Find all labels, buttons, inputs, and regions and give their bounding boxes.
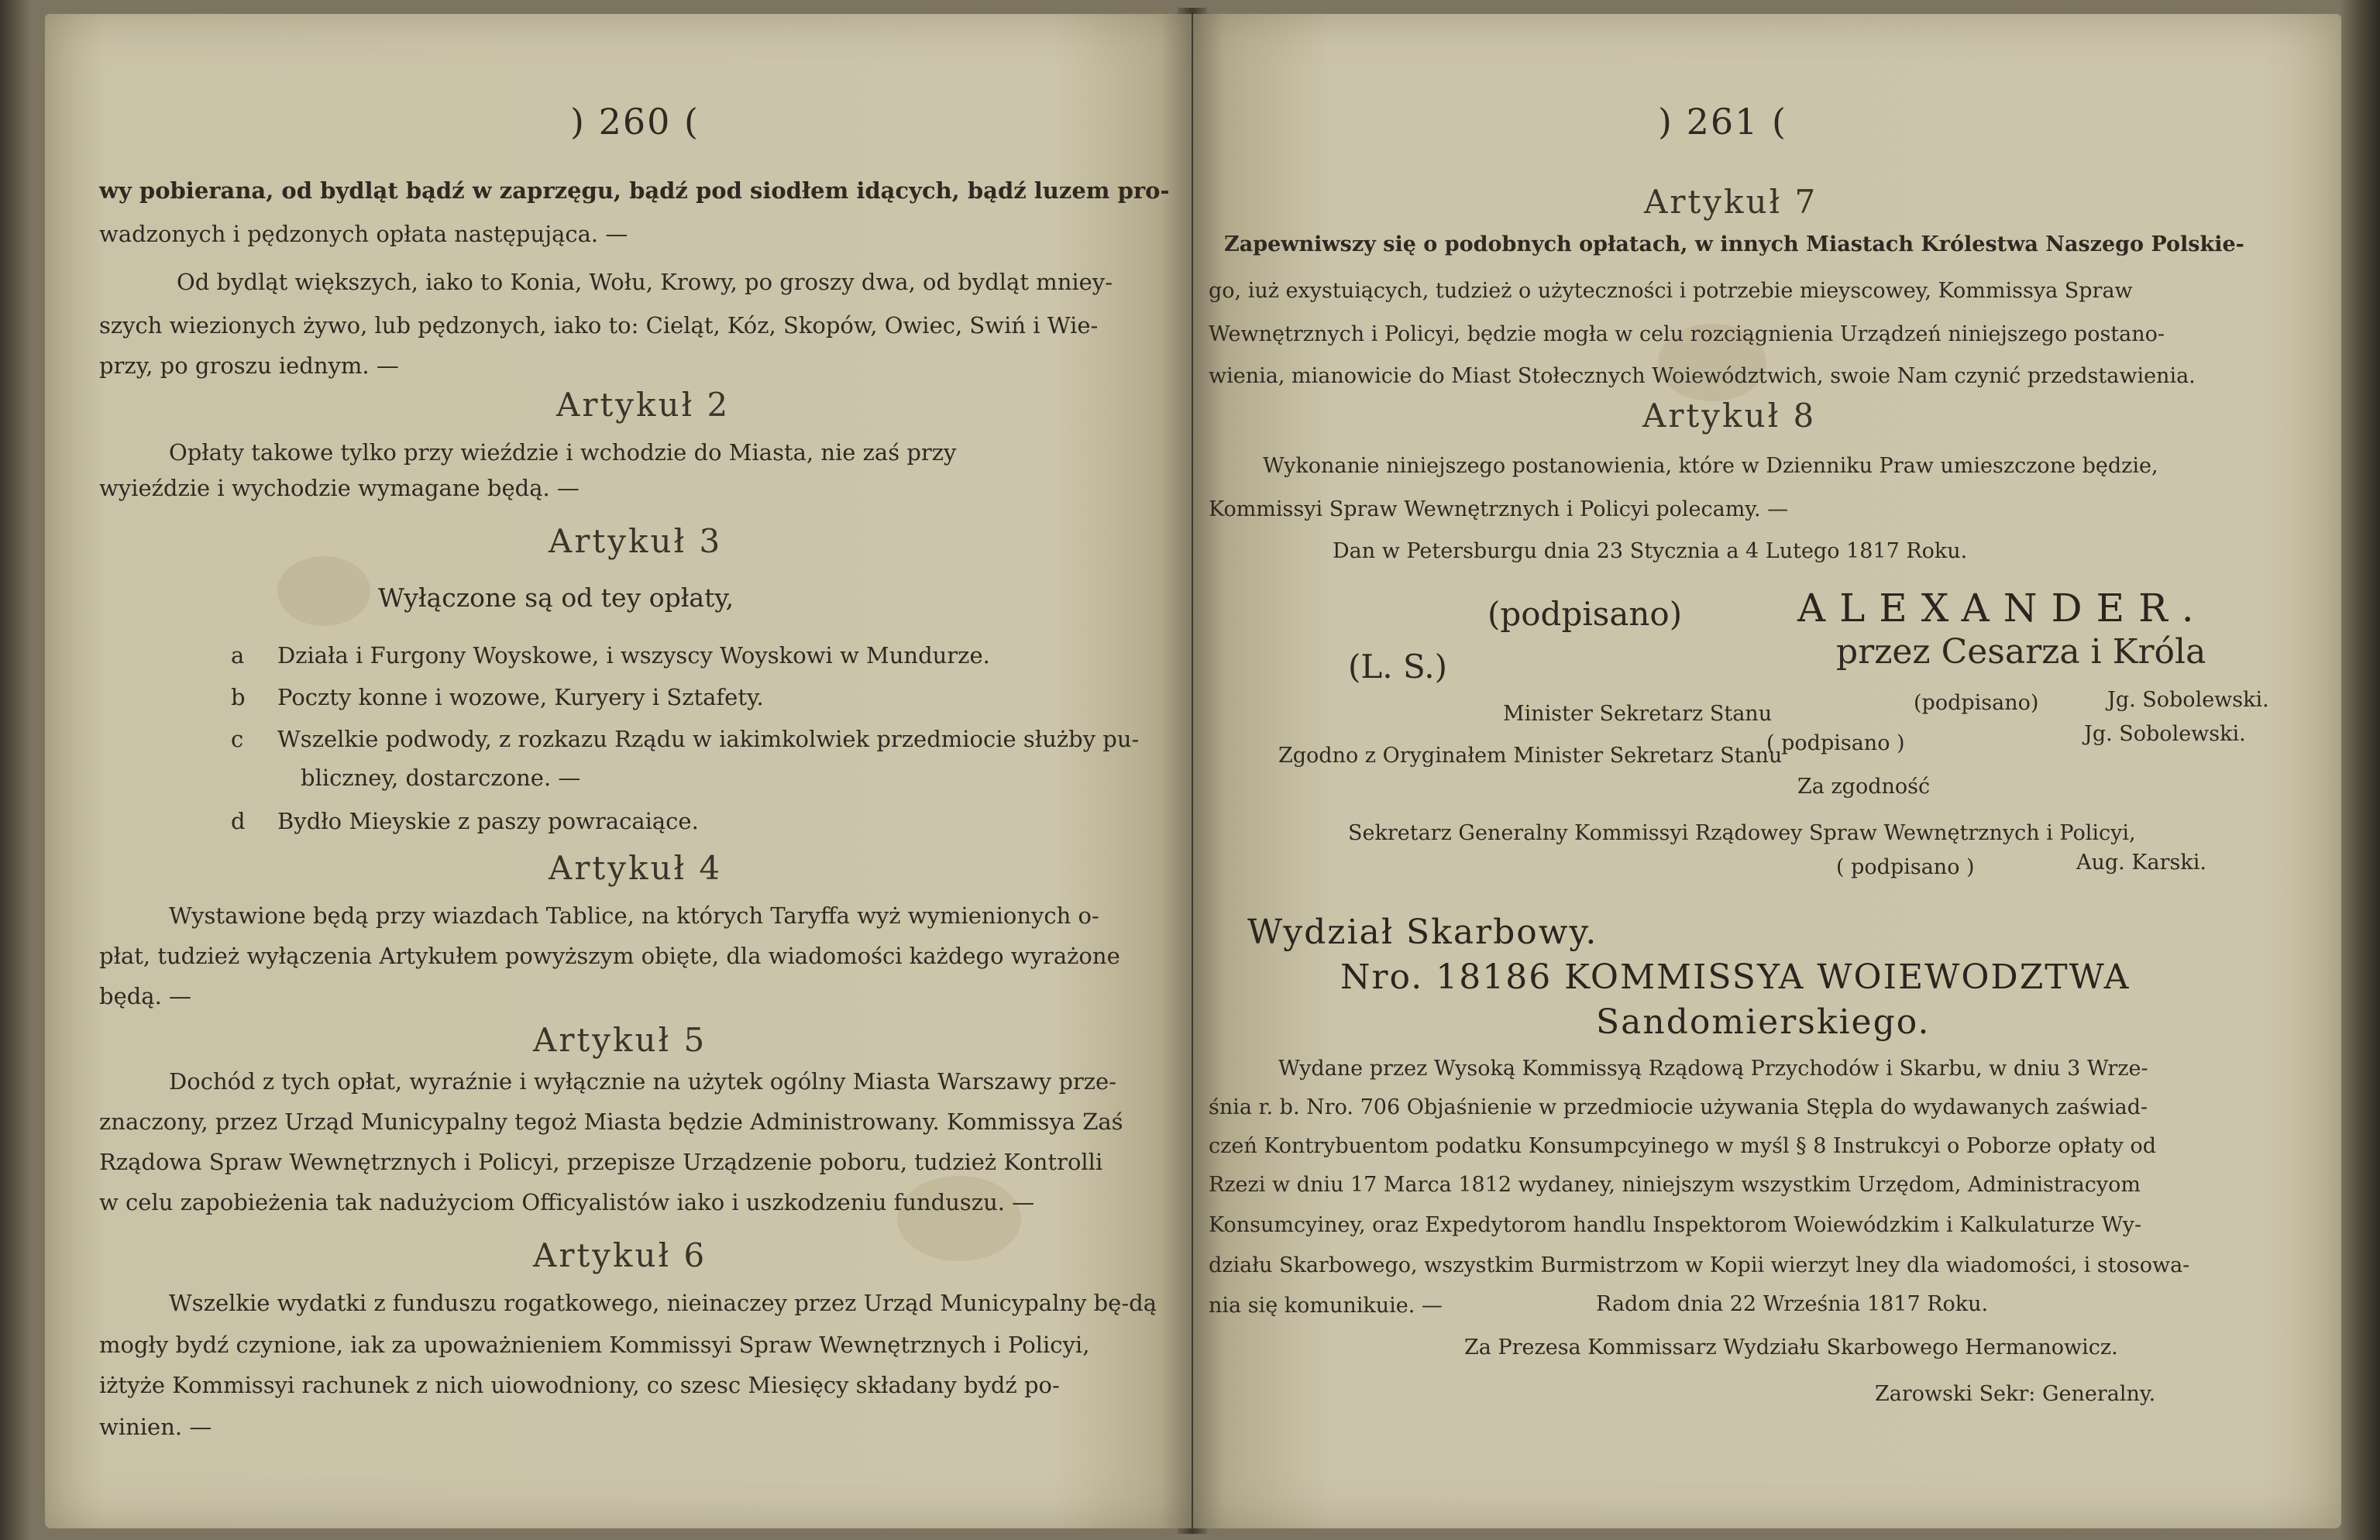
podpisano-4: ( podpisano ) — [1836, 855, 1975, 879]
list-item: Bydło Mieyskie z paszy powracaiące. — [277, 808, 699, 834]
article-heading: Artykuł 2 — [556, 386, 731, 424]
signatory-name: Jg. Sobolewski. — [2107, 688, 2269, 712]
text-line: Zapewniwszy się o podobnych opłatach, w innych Miastach Królestwa Naszego Polskie- — [1224, 232, 2244, 256]
zazgodnosc-line: Za zgodność — [1797, 775, 1931, 799]
region-heading: Sandomierskiego. — [1596, 1002, 1931, 1042]
text-line: śnia r. b. Nro. 706 Objaśnienie w przedmiocie używania Stępla do wydawanych zaświad- — [1209, 1095, 2148, 1119]
nro-heading: Nro. 18186 KOMMISSYA WOIEWODZTWA — [1340, 957, 2131, 997]
text-line: mogły bydź czynione, iak za upoważnieniem Kommissyi Spraw Wewnętrznych i Policyi, — [99, 1332, 1090, 1358]
list-item: bliczney, dostarczone. — — [301, 765, 581, 791]
text-line: wyieździe i wychodzie wymagane będą. — — [99, 475, 580, 501]
department-heading: Wydział Skarbowy. — [1247, 913, 1598, 952]
sekretarz-line: Sekretarz Generalny Kommissyi Rządowey Spraw Wewnętrznych i Policyi, — [1348, 821, 2136, 845]
text-line: Rządowa Spraw Wewnętrznych i Policyi, przepisze Urządzenie poboru, tudzież Kontrolli — [99, 1149, 1103, 1175]
page-number: ) 261 ( — [1658, 101, 1787, 143]
text-line: przy, po groszu iednym. — — [99, 352, 399, 379]
list-item: Działa i Furgony Woyskowe, i wszyscy Woyskowi w Mundurze. — [277, 642, 990, 669]
subheading: Wyłączone są od tey opłaty, — [378, 583, 734, 613]
dated-line: Dan w Petersburgu dnia 23 Stycznia a 4 Lutego 1817 Roku. — [1333, 539, 1968, 563]
text-line: Konsumcyiney, oraz Expedytorom handlu Inspektorom Woiewódzkim i Kalkulaturze Wy- — [1209, 1213, 2142, 1237]
text-line: Rzezi w dniu 17 Marca 1812 wydaney, niniejszym wszystkim Urzędom, Administracyom — [1209, 1173, 2141, 1197]
list-mark: c — [231, 726, 244, 752]
dated-line: Radom dnia 22 Września 1817 Roku. — [1596, 1292, 1989, 1316]
president-line: Za Prezesa Kommissarz Wydziału Skarbowego Hermanowicz. — [1464, 1335, 2118, 1360]
text-line: Wszelkie wydatki z funduszu rogatkowego, nieinaczey przez Urząd Municypalny bę-dą — [169, 1290, 1157, 1316]
signature-przez: przez Cesarza i Króla — [1836, 632, 2206, 672]
text-line: Od bydląt większych, iako to Konia, Wołu, Krowy, po groszy dwa, od bydląt mniey- — [177, 269, 1113, 295]
text-line: Kommissyi Spraw Wewnętrznych i Policyi polecamy. — — [1209, 497, 1789, 521]
list-mark: b — [231, 684, 246, 710]
article-heading: Artykuł 3 — [549, 522, 723, 560]
text-line: płat, tudzież wyłączenia Artykułem powyższym obięte, dla wiadomości każdego wyrażone — [99, 943, 1120, 969]
text-line: szych wiezionych żywo, lub pędzonych, iako to: Cieląt, Kóz, Skopów, Owiec, Swiń i Wie- — [99, 312, 1099, 339]
zgodno-line: Zgodno z Oryginałem Minister Sekretarz Stanu — [1278, 744, 1783, 768]
secretary-line: Zarowski Sekr: Generalny. — [1875, 1382, 2156, 1406]
text-line: wy pobierana, od bydląt bądź w zaprzęgu, bądź pod siodłem idących, bądź luzem pro- — [99, 177, 1170, 204]
text-line: Wystawione będą przy wiazdach Tablice, na których Taryffa wyż wymienionych o- — [169, 902, 1099, 929]
signatory-name: Aug. Karski. — [2076, 851, 2206, 875]
signature-alexander: ALEXANDER. — [1797, 586, 2208, 631]
text-line: Wydane przez Wysoką Kommissyą Rządową Przychodów i Skarbu, w dniu 3 Wrze- — [1278, 1057, 2148, 1081]
page-number: ) 260 ( — [570, 101, 700, 143]
text-line: Dochód z tych opłat, wyraźnie i wyłącznie na użytek ogólny Miasta Warszawy prze- — [169, 1068, 1117, 1095]
right-page — [1193, 14, 2341, 1528]
text-line: iżtyże Kommissyi rachunek z nich uiowodniony, co szesc Miesięcy składany bydź po- — [99, 1372, 1060, 1398]
text-line: czeń Kontrybuentom podatku Konsumpcyinego w myśl § 8 Instrukcyi o Poborze opłaty od — [1209, 1134, 2157, 1158]
text-line: wadzonych i pędzonych opłata następująca. — — [99, 221, 628, 247]
signatory-name: Jg. Sobolewski. — [2084, 722, 2246, 746]
article-heading: Artykuł 4 — [549, 849, 723, 887]
list-item: Wszelkie podwody, z rozkazu Rządu w iakimkolwiek przedmiocie służby pu- — [277, 726, 1140, 752]
text-line: znaczony, przez Urząd Municypalny tegoż Miasta będzie Administrowany. Kommissya Zaś — [99, 1109, 1123, 1135]
podpisano-2: (podpisano) — [1914, 691, 2039, 715]
minister-line: Minister Sekretarz Stanu — [1503, 702, 1773, 726]
stain — [277, 556, 370, 626]
article-heading: Artykuł 8 — [1642, 397, 1817, 435]
text-line: winien. — — [99, 1414, 212, 1440]
article-heading: Artykuł 7 — [1644, 183, 1818, 221]
list-mark: a — [231, 642, 245, 669]
text-line: nia się komunikuie. — — [1209, 1294, 1443, 1318]
left-page — [45, 14, 1192, 1528]
article-heading: Artykuł 6 — [533, 1236, 707, 1274]
text-line: Opłaty takowe tylko przy wieździe i wchodzie do Miasta, nie zaś przy — [169, 439, 957, 466]
text-line: wienia, mianowicie do Miast Stołecznych Woiewództwich, swoie Nam czynić przedstawienia. — [1209, 364, 2196, 388]
text-line: będą. — — [99, 983, 192, 1009]
text-line: w celu zapobieżenia tak nadużyciom Officyalistów iako i uszkodzeniu funduszu. — — [99, 1189, 1035, 1215]
text-line: go, iuż exystuiących, tudzież o użyteczności i potrzebie mieyscowey, Kommissya Spraw — [1209, 279, 2133, 303]
list-mark: d — [231, 808, 246, 834]
signature-podpisano: (podpisano) — [1488, 595, 1683, 633]
list-item: Poczty konne i wozowe, Kuryery i Sztafety. — [277, 684, 764, 710]
text-line: Wewnętrznych i Policyi, będzie mogła w celu rozciągnienia Urządzeń niniejszego postano- — [1209, 322, 2165, 346]
article-heading: Artykuł 5 — [533, 1021, 707, 1059]
seal-ls: (L. S.) — [1348, 648, 1447, 686]
text-line: działu Skarbowego, wszystkim Burmistrzom w Kopii wierzyt lney dla wiadomości, i stosowa- — [1209, 1253, 2190, 1277]
text-line: Wykonanie niniejszego postanowienia, które w Dzienniku Praw umieszczone będzie, — [1263, 454, 2158, 478]
podpisano-3: ( podpisano ) — [1766, 731, 1905, 755]
